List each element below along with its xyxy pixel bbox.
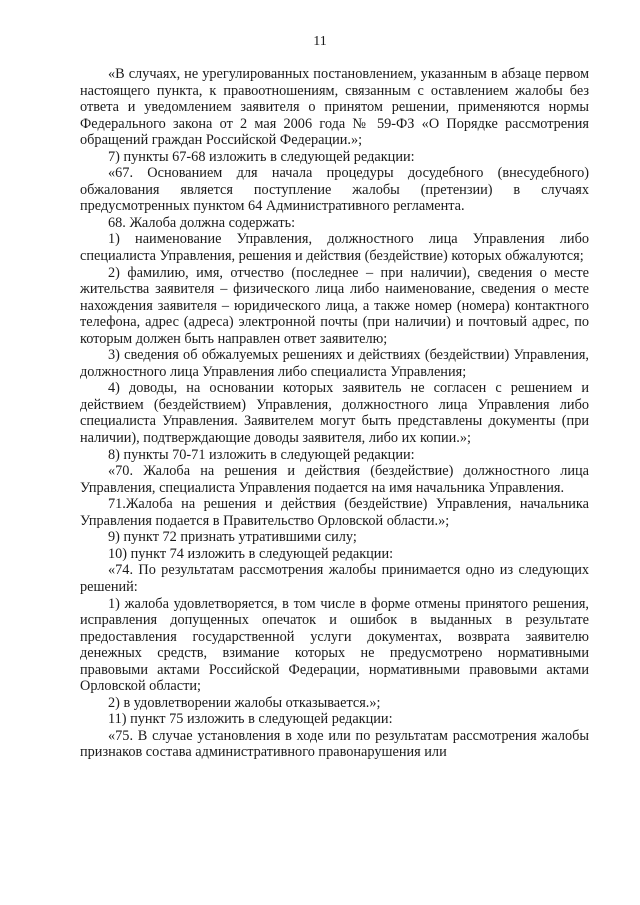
document-body [80,66,589,761]
paragraph: «В случаях, не урегулированных постановлением, указанным в абзаце первом настоящего пункта, к правоотношениям, связанным с оставлением жалобы без ответа и уведомлением заявителя о принятом решении, применяются нормы Федерального закона от 2 мая 2006 года № 59-ФЗ «О Порядке рассмотрения обращений граждан Российской Федерации.»; [80,66,589,149]
paragraph: «74. По результатам рассмотрения жалобы принимается одно из следующих решений: [80,562,589,595]
paragraph: «70. Жалоба на решения и действия (бездействие) должностного лица Управления, специалиста Управления подается на имя начальника Управления. [80,463,589,496]
paragraph: 71.Жалоба на решения и действия (бездействие) Управления, начальника Управления подается в Правительство Орловской области.»; [80,496,589,529]
paragraph: 2) фамилию, имя, отчество (последнее – при наличии), сведения о месте жительства заявителя – физического лица либо наименование, сведения о месте нахождения заявителя – юридического лица, а также номер (номера) контактного телефона, адрес (адреса) электронной почты (при наличии) и почтовый адрес, по которым должен быть направлен ответ заявителю; [80,264,589,347]
page-number: 11 [313,34,327,49]
paragraph: 68. Жалоба должна содержать: [108,214,296,231]
paragraph: 2) в удовлетворении жалобы отказывается.»; [108,694,381,711]
paragraph: 10) пункт 74 изложить в следующей редакции: [108,545,394,562]
paragraph: 11) пункт 75 изложить в следующей редакции: [108,711,393,728]
paragraph: 9) пункт 72 признать утратившими силу; [108,529,357,546]
paragraph: 7) пункты 67-68 изложить в следующей редакции: [108,148,415,165]
paragraph: 1) наименование Управления, должностного лица Управления либо специалиста Управления, решения и действия (бездействие) которых обжалуются; [80,231,589,265]
paragraph: «67. Основанием для начала процедуры досудебного (внесудебного) обжалования является поступление жалобы (претензии) в случаях предусмотренных пунктом 64 Административного регламента. [80,165,589,215]
paragraph: 8) пункты 70-71 изложить в следующей редакции: [108,446,415,463]
paragraph: «75. В случае установления в ходе или по результатам рассмотрения жалобы признаков состава административного правонарушения или [80,727,589,761]
paragraph: 1) жалоба удовлетворяется, в том числе в форме отмены принятого решения, исправления допущенных опечаток и ошибок в выданных в результате предоставления государственной услуги документах, возврата заявителю денежных средств, взимание которых не предусмотрено нормативными правовыми актами Российской Федерации, нормативными правовыми актами Орловской области; [80,595,589,695]
paragraph: 3) сведения об обжалуемых решениях и действиях (бездействии) Управления, должностного лица Управления либо специалиста Управления; [80,347,589,380]
paragraph: 4) доводы, на основании которых заявитель не согласен с решением и действием (бездействием) Управления, должностного лица Управления либо специалиста Управления. Заявителем могут быть представлены документы (при наличии), подтверждающие доводы заявителя, либо их копии.»; [80,380,589,447]
